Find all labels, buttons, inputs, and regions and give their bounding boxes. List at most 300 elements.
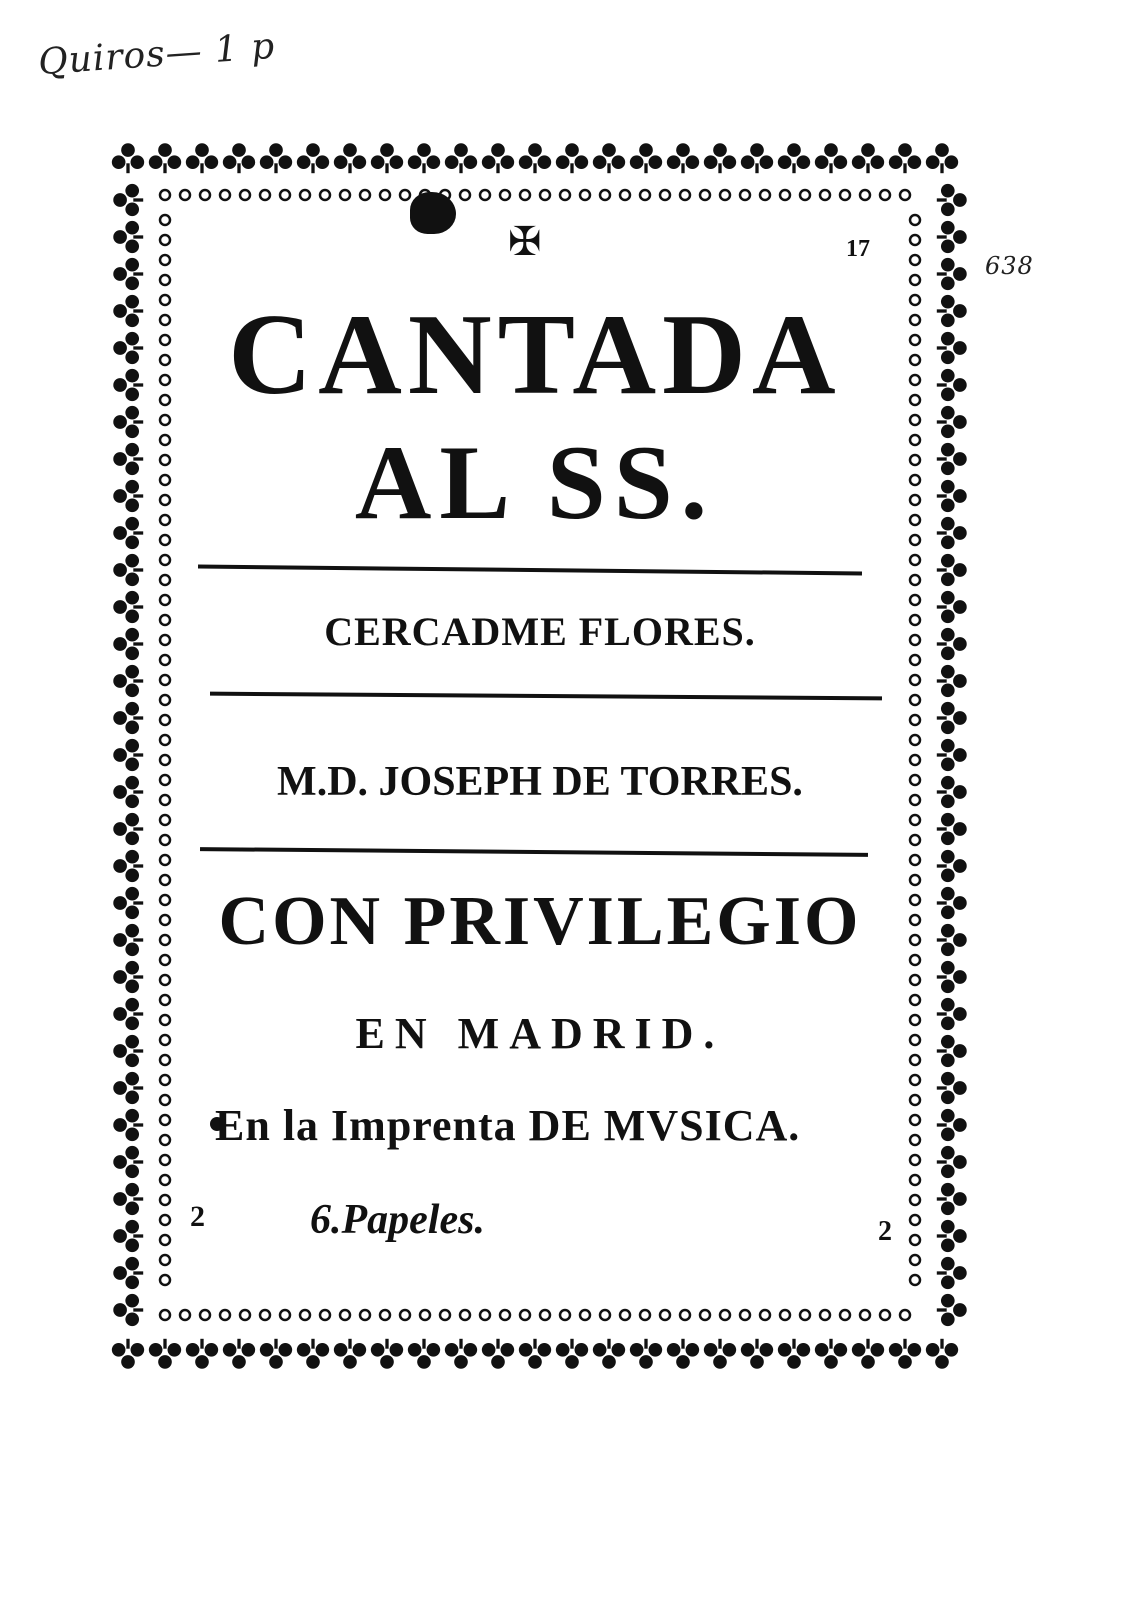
fleuron-icon — [482, 1339, 514, 1369]
scroll-ornament-icon — [160, 1135, 170, 1145]
scroll-ornament-icon — [910, 835, 920, 845]
scroll-ornament-icon — [910, 1075, 920, 1085]
fleuron-icon — [260, 1339, 292, 1369]
fleuron-icon — [937, 1183, 967, 1215]
scroll-ornament-icon — [910, 675, 920, 685]
scroll-ornament-icon — [160, 1035, 170, 1045]
scroll-ornament-icon — [910, 775, 920, 785]
fleuron-icon — [113, 554, 143, 586]
scroll-ornament-icon — [740, 1310, 750, 1320]
scroll-ornament-icon — [700, 1310, 710, 1320]
privilege-line: CON PRIVILEGIO — [218, 883, 862, 960]
scroll-ornament-icon — [160, 915, 170, 925]
scroll-ornament-icon — [910, 555, 920, 565]
scroll-ornament-icon — [910, 575, 920, 585]
subtitle: CERCADME FLORES. — [324, 609, 756, 654]
scroll-ornament-icon — [160, 1155, 170, 1165]
fleuron-icon — [186, 143, 218, 173]
fleuron-icon — [445, 143, 477, 173]
fleuron-icon — [113, 924, 143, 956]
fleuron-icon — [112, 1339, 144, 1369]
scroll-ornament-icon — [580, 1310, 590, 1320]
scroll-ornament-icon — [910, 1115, 920, 1125]
scroll-ornament-icon — [910, 455, 920, 465]
scroll-ornament-icon — [780, 190, 790, 200]
cross-ornament-icon: ✠ — [508, 219, 542, 264]
scroll-ornament-icon — [160, 1095, 170, 1105]
fleuron-icon — [113, 628, 143, 660]
fleuron-icon — [937, 591, 967, 623]
fleuron-icon — [937, 295, 967, 327]
scroll-ornament-icon — [620, 190, 630, 200]
fleuron-icon — [371, 1339, 403, 1369]
scroll-ornament-icon — [240, 1310, 250, 1320]
scroll-ornament-icon — [160, 335, 170, 345]
fleuron-icon — [371, 143, 403, 173]
scroll-ornament-icon — [910, 815, 920, 825]
scroll-ornament-icon — [160, 1195, 170, 1205]
scroll-ornament-icon — [160, 875, 170, 885]
fleuron-icon — [223, 143, 255, 173]
fleuron-icon — [741, 1339, 773, 1369]
scroll-ornament-icon — [160, 1015, 170, 1025]
scroll-ornament-icon — [160, 955, 170, 965]
fleuron-icon — [297, 143, 329, 173]
scroll-ornament-icon — [160, 255, 170, 265]
scroll-ornament-icon — [880, 1310, 890, 1320]
scroll-ornament-icon — [220, 190, 230, 200]
fleuron-icon — [519, 1339, 551, 1369]
fleuron-icon — [889, 143, 921, 173]
scroll-ornament-icon — [160, 775, 170, 785]
scroll-ornament-icon — [910, 915, 920, 925]
fleuron-icon — [113, 998, 143, 1030]
scroll-ornament-icon — [820, 190, 830, 200]
scroll-ornament-icon — [160, 235, 170, 245]
fleuron-icon — [741, 143, 773, 173]
scroll-ornament-icon — [420, 1310, 430, 1320]
scroll-ornament-icon — [910, 315, 920, 325]
fleuron-icon — [937, 702, 967, 734]
scroll-ornament-icon — [160, 1075, 170, 1085]
scroll-ornament-icon — [910, 1135, 920, 1145]
fleuron-icon — [937, 1294, 967, 1326]
fleuron-icon — [937, 1257, 967, 1289]
scroll-ornament-icon — [180, 190, 190, 200]
scroll-ornament-icon — [160, 935, 170, 945]
fleuron-icon — [937, 1072, 967, 1104]
scroll-ornament-icon — [910, 235, 920, 245]
scroll-ornament-icon — [160, 535, 170, 545]
scroll-ornament-icon — [910, 1195, 920, 1205]
scroll-ornament-icon — [160, 635, 170, 645]
handwritten-note: Quiros— 1 p — [36, 25, 277, 84]
scroll-ornament-icon — [760, 190, 770, 200]
scroll-ornament-icon — [460, 1310, 470, 1320]
scroll-ornament-icon — [660, 1310, 670, 1320]
fleuron-icon — [937, 665, 967, 697]
scroll-ornament-icon — [160, 735, 170, 745]
scroll-ornament-icon — [160, 515, 170, 525]
scroll-ornament-icon — [400, 190, 410, 200]
fleuron-icon — [889, 1339, 921, 1369]
scroll-ornament-icon — [160, 1175, 170, 1185]
scroll-ornament-icon — [160, 835, 170, 845]
scroll-ornament-icon — [160, 615, 170, 625]
fleuron-icon — [408, 1339, 440, 1369]
scroll-ornament-icon — [160, 575, 170, 585]
fleuron-icon — [630, 1339, 662, 1369]
scroll-ornament-icon — [520, 190, 530, 200]
scroll-ornament-icon — [380, 190, 390, 200]
scroll-ornament-icon — [340, 1310, 350, 1320]
scroll-ornament-icon — [160, 295, 170, 305]
scroll-ornament-icon — [160, 1215, 170, 1225]
fleuron-icon — [113, 1146, 143, 1178]
fleuron-icon — [260, 143, 292, 173]
fleuron-icon — [113, 591, 143, 623]
scroll-ornament-icon — [900, 190, 910, 200]
scroll-ornament-icon — [700, 190, 710, 200]
fleuron-icon — [113, 369, 143, 401]
scroll-ornament-icon — [910, 875, 920, 885]
scroll-ornament-icon — [910, 395, 920, 405]
scroll-ornament-icon — [910, 1055, 920, 1065]
scroll-ornament-icon — [160, 415, 170, 425]
fleuron-icon — [937, 258, 967, 290]
fleuron-icon — [113, 406, 143, 438]
scroll-ornament-icon — [800, 190, 810, 200]
fleuron-icon — [937, 184, 967, 216]
scroll-ornament-icon — [160, 695, 170, 705]
fleuron-icon — [937, 776, 967, 808]
scroll-ornament-icon — [160, 375, 170, 385]
scroll-ornament-icon — [910, 515, 920, 525]
fleuron-icon — [113, 443, 143, 475]
scroll-ornament-icon — [160, 595, 170, 605]
scroll-ornament-icon — [160, 755, 170, 765]
fleuron-icon — [937, 887, 967, 919]
fleuron-icon — [937, 406, 967, 438]
scroll-ornament-icon — [380, 1310, 390, 1320]
scroll-ornament-icon — [910, 995, 920, 1005]
fleuron-icon — [593, 1339, 625, 1369]
scroll-ornament-icon — [200, 1310, 210, 1320]
fleuron-icon — [113, 1035, 143, 1067]
fleuron-icon — [113, 1257, 143, 1289]
fleuron-icon — [937, 961, 967, 993]
scroll-ornament-icon — [160, 995, 170, 1005]
scroll-ornament-icon — [910, 295, 920, 305]
fleuron-icon — [482, 143, 514, 173]
scroll-ornament-icon — [160, 315, 170, 325]
scroll-ornament-icon — [860, 190, 870, 200]
fleuron-icon — [937, 998, 967, 1030]
scroll-ornament-icon — [910, 375, 920, 385]
scroll-ornament-icon — [860, 1310, 870, 1320]
scroll-ornament-icon — [520, 1310, 530, 1320]
fleuron-icon — [937, 1220, 967, 1252]
fleuron-icon — [937, 924, 967, 956]
fleuron-icon — [937, 1035, 967, 1067]
fleuron-icon — [667, 1339, 699, 1369]
scroll-ornament-icon — [340, 190, 350, 200]
scroll-ornament-icon — [300, 190, 310, 200]
scroll-ornament-icon — [580, 190, 590, 200]
fleuron-icon — [852, 143, 884, 173]
scroll-ornament-icon — [220, 1310, 230, 1320]
scroll-ornament-icon — [260, 190, 270, 200]
scroll-ornament-icon — [600, 1310, 610, 1320]
scroll-ornament-icon — [360, 190, 370, 200]
scroll-ornament-icon — [740, 190, 750, 200]
scroll-ornament-icon — [160, 715, 170, 725]
fleuron-icon — [593, 143, 625, 173]
fleuron-icon — [113, 1183, 143, 1215]
composer-line: M.D. JOSEPH DE TORRES. — [277, 759, 803, 805]
fleuron-icon — [778, 1339, 810, 1369]
signature-mark-right: 2 — [878, 1216, 892, 1247]
scroll-ornament-icon — [910, 475, 920, 485]
scroll-ornament-icon — [160, 435, 170, 445]
fleuron-icon — [113, 813, 143, 845]
fleuron-icon — [334, 1339, 366, 1369]
fleuron-icon — [926, 1339, 958, 1369]
scroll-ornament-icon — [910, 1095, 920, 1105]
imprint-city: EN MADRID. — [355, 1009, 725, 1058]
scroll-ornament-icon — [160, 215, 170, 225]
scroll-ornament-icon — [200, 190, 210, 200]
scroll-ornament-icon — [760, 1310, 770, 1320]
scroll-ornament-icon — [160, 1235, 170, 1245]
scroll-ornament-icon — [160, 855, 170, 865]
scroll-ornament-icon — [280, 190, 290, 200]
fleuron-icon — [937, 332, 967, 364]
fleuron-icon — [334, 143, 366, 173]
scroll-ornament-icon — [910, 1155, 920, 1165]
fleuron-icon — [815, 1339, 847, 1369]
scroll-ornament-icon — [160, 555, 170, 565]
scroll-ornament-icon — [800, 1310, 810, 1320]
fleuron-icon — [113, 665, 143, 697]
fleuron-icon — [937, 221, 967, 253]
scroll-ornament-icon — [540, 190, 550, 200]
scroll-ornament-icon — [910, 655, 920, 665]
scroll-ornament-icon — [910, 855, 920, 865]
fleuron-icon — [704, 143, 736, 173]
fleuron-icon — [937, 517, 967, 549]
scroll-ornament-icon — [910, 355, 920, 365]
scroll-ornament-icon — [160, 495, 170, 505]
fleuron-icon — [937, 813, 967, 845]
scroll-ornament-icon — [160, 455, 170, 465]
scroll-ornament-icon — [500, 1310, 510, 1320]
scroll-ornament-icon — [910, 615, 920, 625]
scroll-ornament-icon — [280, 1310, 290, 1320]
scroll-ornament-icon — [160, 1055, 170, 1065]
fleuron-icon — [113, 887, 143, 919]
scroll-ornament-icon — [910, 335, 920, 345]
scroll-ornament-icon — [600, 190, 610, 200]
scroll-ornament-icon — [480, 1310, 490, 1320]
scroll-ornament-icon — [910, 595, 920, 605]
handwritten-catalog-number: 638 — [985, 252, 1034, 280]
fleuron-icon — [519, 143, 551, 173]
scroll-ornament-icon — [160, 190, 170, 200]
fleuron-icon — [112, 143, 144, 173]
scroll-ornament-icon — [910, 1255, 920, 1265]
scroll-ornament-icon — [360, 1310, 370, 1320]
scroll-ornament-icon — [910, 895, 920, 905]
fleuron-icon — [937, 1146, 967, 1178]
fleuron-icon — [815, 143, 847, 173]
fleuron-icon — [113, 702, 143, 734]
fleuron-icon — [113, 776, 143, 808]
scroll-ornament-icon — [640, 1310, 650, 1320]
scroll-ornament-icon — [910, 495, 920, 505]
fleuron-icon — [113, 1109, 143, 1141]
scroll-ornament-icon — [400, 1310, 410, 1320]
fleuron-icon — [113, 961, 143, 993]
scroll-ornament-icon — [160, 1115, 170, 1125]
fleuron-icon — [113, 1294, 143, 1326]
scroll-ornament-icon — [910, 255, 920, 265]
scroll-ornament-icon — [910, 215, 920, 225]
scroll-ornament-icon — [160, 1275, 170, 1285]
fleuron-icon — [113, 480, 143, 512]
scroll-ornament-icon — [300, 1310, 310, 1320]
scroll-ornament-icon — [910, 1015, 920, 1025]
scroll-ornament-icon — [720, 1310, 730, 1320]
fleuron-icon — [113, 332, 143, 364]
fleuron-icon — [667, 143, 699, 173]
fleuron-icon — [556, 1339, 588, 1369]
fleuron-icon — [937, 369, 967, 401]
scroll-ornament-icon — [620, 1310, 630, 1320]
scroll-ornament-icon — [160, 1255, 170, 1265]
scroll-ornament-icon — [240, 190, 250, 200]
scroll-ornament-icon — [840, 190, 850, 200]
scroll-ornament-icon — [910, 1035, 920, 1045]
scroll-ornament-icon — [480, 190, 490, 200]
imprint-printer: En la Imprenta DE MVSICA. — [215, 1101, 801, 1150]
scroll-ornament-icon — [780, 1310, 790, 1320]
scroll-ornament-icon — [660, 190, 670, 200]
scroll-ornament-icon — [560, 190, 570, 200]
fleuron-icon — [937, 739, 967, 771]
scroll-ornament-icon — [160, 815, 170, 825]
scroll-ornament-icon — [910, 735, 920, 745]
scroll-ornament-icon — [910, 1175, 920, 1185]
scroll-ornament-icon — [560, 1310, 570, 1320]
signature-mark-left: 2 — [190, 1200, 205, 1233]
scroll-ornament-icon — [260, 1310, 270, 1320]
fleuron-icon — [113, 184, 143, 216]
scroll-ornament-icon — [500, 190, 510, 200]
scroll-ornament-icon — [160, 355, 170, 365]
fleuron-icon — [937, 480, 967, 512]
scroll-ornament-icon — [160, 1310, 170, 1320]
fleuron-icon — [556, 143, 588, 173]
scroll-ornament-icon — [540, 1310, 550, 1320]
scroll-ornament-icon — [910, 795, 920, 805]
scroll-ornament-icon — [440, 1310, 450, 1320]
fleuron-icon — [113, 850, 143, 882]
scroll-ornament-icon — [900, 1310, 910, 1320]
scroll-ornament-icon — [910, 955, 920, 965]
scroll-ornament-icon — [910, 975, 920, 985]
scroll-ornament-icon — [840, 1310, 850, 1320]
fleuron-icon — [113, 739, 143, 771]
fleuron-icon — [186, 1339, 218, 1369]
scroll-ornament-icon — [680, 1310, 690, 1320]
scroll-ornament-icon — [910, 635, 920, 645]
scroll-ornament-icon — [680, 190, 690, 200]
fleuron-icon — [113, 258, 143, 290]
scroll-ornament-icon — [720, 190, 730, 200]
fleuron-icon — [937, 443, 967, 475]
scroll-ornament-icon — [910, 415, 920, 425]
scroll-ornament-icon — [910, 1235, 920, 1245]
scroll-ornament-icon — [910, 275, 920, 285]
scroll-ornament-icon — [180, 1310, 190, 1320]
title-line-2: AL SS. — [354, 424, 716, 541]
scroll-ornament-icon — [160, 975, 170, 985]
scroll-ornament-icon — [460, 190, 470, 200]
scroll-ornament-icon — [910, 695, 920, 705]
parts-count: 6.Papeles. — [310, 1197, 485, 1243]
scroll-ornament-icon — [160, 655, 170, 665]
scroll-ornament-icon — [910, 435, 920, 445]
fleuron-icon — [149, 143, 181, 173]
scroll-ornament-icon — [910, 1275, 920, 1285]
fleuron-icon — [149, 1339, 181, 1369]
scroll-ornament-icon — [820, 1310, 830, 1320]
fleuron-icon — [113, 1072, 143, 1104]
scroll-ornament-icon — [160, 475, 170, 485]
fleuron-icon — [937, 554, 967, 586]
scroll-ornament-icon — [640, 190, 650, 200]
fleuron-icon — [113, 295, 143, 327]
fleuron-icon — [113, 517, 143, 549]
fleuron-icon — [937, 1109, 967, 1141]
scroll-ornament-icon — [160, 275, 170, 285]
scroll-ornament-icon — [910, 935, 920, 945]
title-line-1: CANTADA — [228, 291, 842, 419]
fleuron-icon — [113, 1220, 143, 1252]
fleuron-icon — [113, 221, 143, 253]
page-number: 17 — [846, 236, 870, 262]
scroll-ornament-icon — [160, 895, 170, 905]
scroll-ornament-icon — [910, 755, 920, 765]
fleuron-icon — [445, 1339, 477, 1369]
scroll-ornament-icon — [880, 190, 890, 200]
fleuron-icon — [408, 143, 440, 173]
scroll-ornament-icon — [910, 535, 920, 545]
scroll-ornament-icon — [160, 795, 170, 805]
scroll-ornament-icon — [320, 190, 330, 200]
fleuron-icon — [223, 1339, 255, 1369]
scroll-ornament-icon — [160, 675, 170, 685]
fleuron-icon — [852, 1339, 884, 1369]
fleuron-icon — [630, 143, 662, 173]
fleuron-icon — [937, 850, 967, 882]
scroll-ornament-icon — [910, 1215, 920, 1225]
ink-blot — [410, 192, 456, 234]
fleuron-icon — [778, 143, 810, 173]
fleuron-icon — [926, 143, 958, 173]
scroll-ornament-icon — [910, 715, 920, 725]
